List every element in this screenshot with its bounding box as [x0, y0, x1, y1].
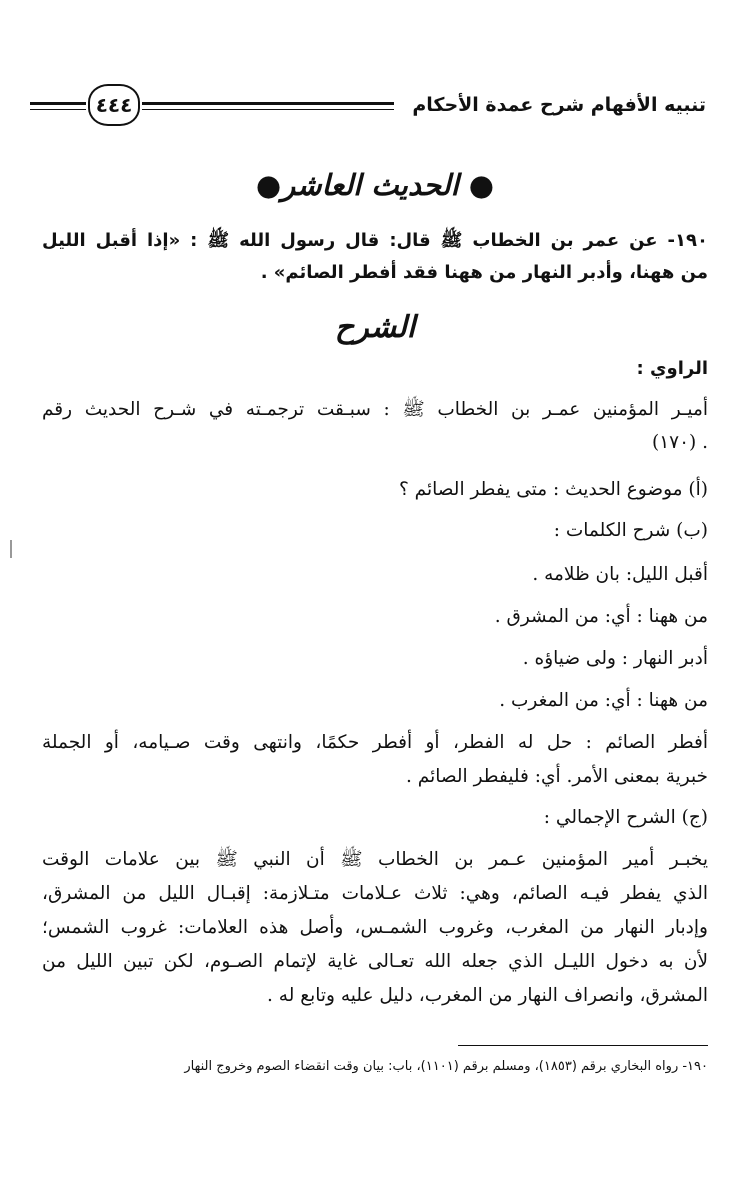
hadith-text-line: من ههنا، وأدبر النهار من ههنا فقد أفطر الصائم» . — [260, 262, 708, 283]
narrator-text-line: أميـر المؤمنين عمـر بن الخطاب ﷺ : سبـقت ترجمـته في شـرح الحديث رقم — [42, 399, 708, 420]
scan-margin-mark — [10, 540, 12, 558]
topic-line: (أ) موضوع الحديث : متى يفطر الصائم ؟ — [398, 479, 708, 500]
words-heading: (ب) شرح الكلمات : — [553, 520, 708, 541]
summary-text-line: لأن به دخول الليـل الذي جعله الله تعـالى غاية لإتمام الصـوم، لكن تبين الليل من — [42, 951, 708, 972]
summary-text-line: الذي يفطر فيـه الصائم، وهي: ثلاث عـلامات متـلازمة: إقبـال الليل من المشرق، — [42, 883, 708, 904]
header-rule — [142, 102, 394, 110]
word-definition: أفطر الصائم : حل له الفطر، أو أفطر حكمًا، وانتهى وقت صـيامه، أو الجملة — [42, 732, 708, 753]
narrator-text-line: . (١٧٠) — [651, 432, 708, 453]
hadith-text-line: ١٩٠- عن عمر بن الخطاب ﷺ قال: قال رسول الله ﷺ : «إذا أقبل الليل — [42, 230, 708, 251]
summary-text-line: وإدبار النهار من المغرب، وغروب الشمـس، وأصل هذه العلامات: غروب الشمس؛ — [42, 917, 708, 938]
sharh-heading: الشرح — [334, 310, 416, 345]
page-number-badge — [88, 84, 140, 126]
running-header — [30, 84, 720, 134]
summary-text-line: يخبـر أمير المؤمنين عـمر بن الخطاب ﷺ أن النبي ﷺ بين علامات الوقت — [42, 849, 708, 870]
summary-text-line: المشرق، وانصراف النهار من المغرب، دليل عليه وتابع له . — [267, 985, 708, 1006]
word-definition: خبرية بمعنى الأمر. أي: فليفطر الصائم . — [406, 766, 708, 787]
footnote-rule — [458, 1045, 708, 1046]
hadith-heading: ● الحديث العاشر● — [255, 168, 495, 202]
word-definition: من ههنا : أي: من المغرب . — [499, 690, 708, 711]
page-number: ٤٤٤ — [95, 93, 133, 117]
summary-heading: (ج) الشرح الإجمالي : — [543, 807, 708, 828]
word-definition: من ههنا : أي: من المشرق . — [494, 606, 708, 627]
header-rule-short — [30, 102, 86, 110]
word-definition: أدبر النهار : ولى ضياؤه . — [522, 648, 708, 669]
narrator-label: الراوي : — [636, 358, 708, 379]
footnote: ١٩٠- رواه البخاري برقم (١٨٥٣)، ومسلم برقم (١١٠١)، باب: بيان وقت انقضاء الصوم وخروج النهار — [184, 1059, 708, 1074]
word-definition: أقبل الليل: بان ظلامه . — [532, 564, 708, 585]
book-title: تنبيه الأفهام شرح عمدة الأحكام — [412, 94, 706, 116]
